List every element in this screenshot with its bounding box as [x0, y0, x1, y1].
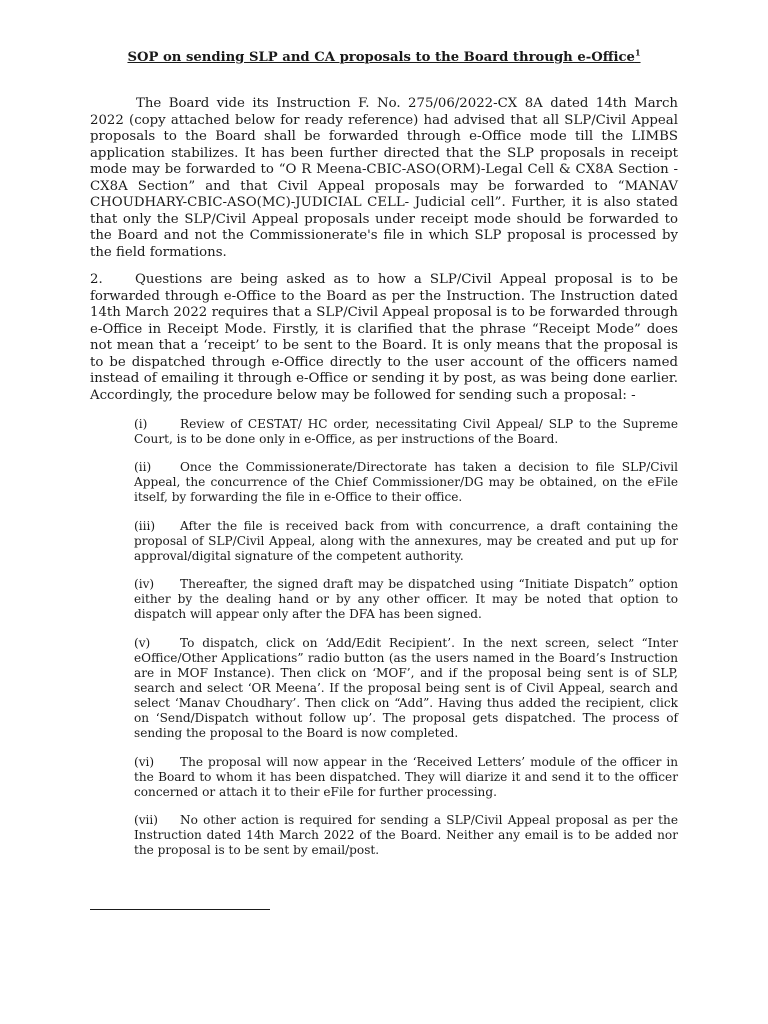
item-number: (ii) [134, 460, 152, 474]
procedure-item-v [134, 636, 678, 741]
item-number: (i) [134, 417, 148, 431]
paragraph-2-number: 2. [90, 272, 103, 287]
paragraph-1: The Board vide its Instruction F. No. 275/06/2022-CX 8A dated 14th March 2022 (copy attached below for ready reference) had advised that all SLP/Civil Appeal proposals to the Board shall be forwarded through e-Office mode till the LIMBS application stabilizes. It has been further directed that the SLP proposals in receipt mode may be forwarded to “O R Meena-CBIC-ASO(ORM)-Legal Cell & CX8A Section - CX8A Section” and that Civil Appeal proposals may be forwarded to “MANAV CHOUDHARY-CBIC-ASO(MC)-JUDICIAL CELL- Judicial cell”. Further, it is also stated that only the SLP/Civil Appeal proposals under receipt mode should be forwarded to the Board and not the Commissionerate's file in which SLP proposal is processed by the field formations. [90, 96, 678, 260]
item-text: Thereafter, the signed draft may be dispatched using “Initiate Dispatch” option either by the dealing hand or by any other officer. It may be noted that option to dispatch will appear only after the DFA has been signed. [134, 577, 678, 621]
paragraph-2 [90, 272, 678, 404]
item-text: After the file is received back from with concurrence, a draft containing the proposal of SLP/Civil Appeal, along with the annexures, may be created and put up for approval/digital signature of the competent authority. [134, 519, 678, 563]
document-title [0, 47, 768, 65]
item-number: (vi) [134, 755, 155, 769]
item-text: Once the Commissionerate/Directorate has taken a decision to file SLP/Civil Appeal, the concurrence of the Chief Commissioner/DG may be obtained, on the eFile itself, by forwarding the file in e-Office to their office. [134, 460, 678, 504]
procedure-item-ii [134, 460, 678, 505]
item-number: (iii) [134, 519, 156, 533]
paragraph-2-text: Questions are being asked as to how a SLP/Civil Appeal proposal is to be forwarded through e-Office to the Board as per the Instruction. The Instruction dated 14th March 2022 requires that a SLP/Civil Appeal proposal is to be forwarded through e-Office in Receipt Mode. Firstly, it is clarified that the phrase “Receipt Mode” does not mean that a ‘receipt’ to be sent to the Board. It is only means that the proposal is to be dispatched through e-Office directly to the user account of the officers named instead of emailing it through e-Office or sending it by post, as was being done earlier. Accordingly, the procedure below may be followed for sending such a proposal: - [90, 272, 678, 403]
procedure-item-iv [134, 577, 678, 622]
footnote-separator [90, 909, 270, 910]
item-text: Review of CESTAT/ HC order, necessitating Civil Appeal/ SLP to the Supreme Court, is to be done only in e-Office, as per instructions of the Board. [134, 417, 678, 446]
procedure-item-vi [134, 755, 678, 800]
title-footnote-marker: 1 [634, 47, 641, 58]
item-number: (vii) [134, 813, 159, 827]
title-text: SOP on sending SLP and CA proposals to the Board through e-Office [127, 50, 635, 65]
procedure-item-i [134, 417, 678, 447]
procedure-item-vii [134, 813, 678, 858]
item-text: No other action is required for sending a SLP/Civil Appeal proposal as per the Instruction dated 14th March 2022 of the Board. Neither any email is to be added nor the proposal is to be sent by email/post. [134, 813, 678, 857]
item-text: The proposal will now appear in the ‘Received Letters’ module of the officer in the Board to whom it has been dispatched. They will diarize it and send it to the officer concerned or attach it to their eFile for further processing. [134, 755, 678, 799]
item-text: To dispatch, click on ‘Add/Edit Recipient’. In the next screen, select “Inter eOffice/Other Applications” radio button (as the users named in the Board’s Instruction are in MOF Instance). Then click on ‘MOF’, and if the proposal being sent is of SLP, search and select ‘OR Meena’. If the proposal being sent is of Civil Appeal, search and select ‘Manav Choudhary’. Then click on “Add”. Having thus added the recipient, click on ‘Send/Dispatch without follow up’. The proposal gets dispatched. The process of sending the proposal to the Board is now completed. [134, 636, 678, 740]
procedure-item-iii [134, 519, 678, 564]
item-number: (v) [134, 636, 151, 650]
item-number: (iv) [134, 577, 155, 591]
